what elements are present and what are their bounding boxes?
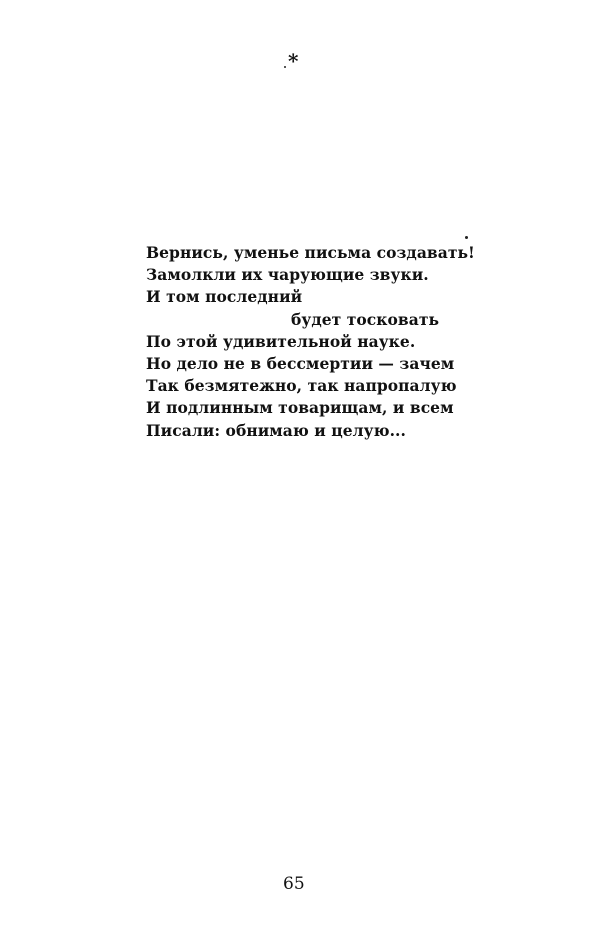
poem-line: По этой удивительной науке. bbox=[146, 331, 416, 351]
print-speck bbox=[284, 66, 286, 68]
page-number: 65 bbox=[283, 874, 305, 894]
section-ornament: * bbox=[288, 49, 299, 73]
poem-line: И подлинным товарищам, и всем bbox=[146, 398, 454, 418]
poem-line: Так безмятежно, так напропалую bbox=[146, 376, 457, 396]
poem-line: Замолкли их чарующие звуки. bbox=[146, 265, 429, 285]
poem-line: Писали: обнимаю и целую... bbox=[146, 420, 406, 440]
poem-line: Вернись, уменье письма создавать! bbox=[146, 243, 475, 262]
poem-text bbox=[146, 242, 486, 442]
poem-line: И том последний bbox=[146, 287, 303, 307]
poem-line: Но дело не в бессмертии — зачем bbox=[146, 354, 455, 374]
print-speck bbox=[465, 236, 468, 239]
poem-line-indented: будет тосковать bbox=[291, 309, 440, 329]
